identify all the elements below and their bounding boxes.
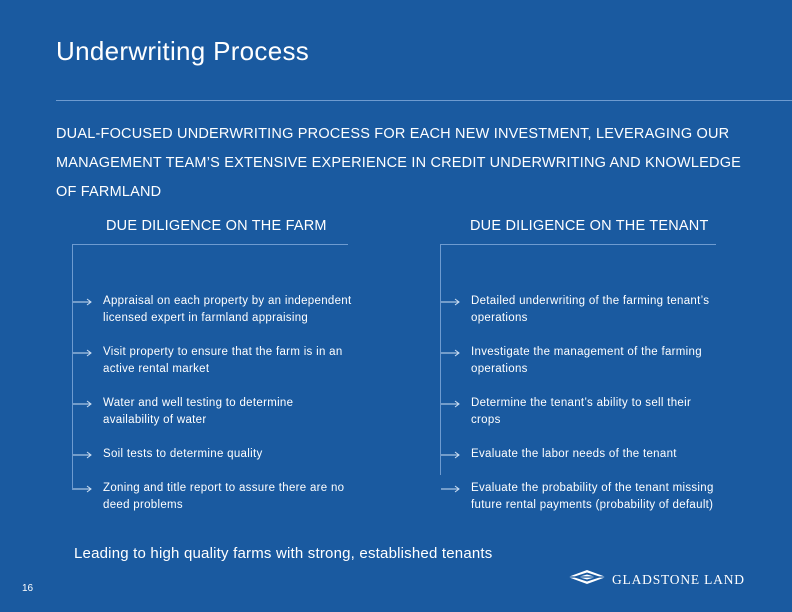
arrow-right-icon [441, 446, 461, 459]
list-item [72, 480, 353, 514]
list-item [72, 293, 353, 327]
arrow-right-icon [73, 446, 93, 459]
list-item [440, 480, 721, 514]
list-item [72, 446, 353, 463]
logo-text: GLADSTONE LAND [612, 571, 745, 587]
list-item [72, 395, 353, 429]
list-item [440, 395, 721, 429]
page-number: 16 [22, 583, 34, 594]
list-item [72, 344, 353, 378]
arrow-right-icon [441, 395, 461, 408]
farm-item-text: Zoning and title report to assure there are no deed problems [103, 482, 345, 511]
farm-item-text: Soil tests to determine quality [103, 448, 263, 460]
intro-text: DUAL-FOCUSED UNDERWRITING PROCESS FOR EACH NEW INVESTMENT, LEVERAGING OUR MANAGEMENT TEAM’S EXTENSIVE EXPERIENCE IN CREDIT UNDERWRITING AND KNOWLEDGE OF FARMLAND [56, 126, 742, 200]
arrow-right-icon [441, 293, 461, 306]
gladstone-diamond-icon [568, 570, 606, 589]
tenant-column [440, 218, 720, 531]
arrow-right-icon [73, 344, 93, 357]
tenant-item-text: Detailed underwriting of the farming tenant’s operations [471, 295, 710, 324]
farm-heading: DUE DILIGENCE ON THE FARM [106, 218, 327, 234]
tenant-list [440, 245, 720, 514]
arrow-right-icon [73, 395, 93, 408]
tenant-item-text: Evaluate the labor needs of the tenant [471, 448, 677, 460]
farm-item-text: Appraisal on each property by an independent licensed expert in farmland appraising [103, 295, 352, 324]
company-logo [568, 570, 745, 589]
list-item [440, 293, 721, 327]
arrow-right-icon [73, 480, 93, 493]
tenant-item-text: Investigate the management of the farming operations [471, 346, 702, 375]
farm-item-text: Visit property to ensure that the farm is in an active rental market [103, 346, 343, 375]
farm-item-text: Water and well testing to determine availability of water [103, 397, 294, 426]
title-divider [56, 100, 792, 101]
page-title: Underwriting Process [56, 36, 310, 66]
arrow-right-icon [441, 480, 461, 493]
farm-list [72, 245, 352, 514]
list-item [440, 344, 721, 378]
tenant-heading: DUE DILIGENCE ON THE TENANT [470, 218, 709, 234]
arrow-right-icon [73, 293, 93, 306]
arrow-right-icon [441, 344, 461, 357]
tenant-item-text: Determine the tenant’s ability to sell their crops [471, 397, 692, 426]
tenant-item-text: Evaluate the probability of the tenant missing future rental payments (probability of default) [471, 482, 714, 511]
conclusion-text: Leading to high quality farms with strong, established tenants [74, 545, 493, 562]
list-item [440, 446, 721, 463]
farm-column [72, 218, 352, 531]
